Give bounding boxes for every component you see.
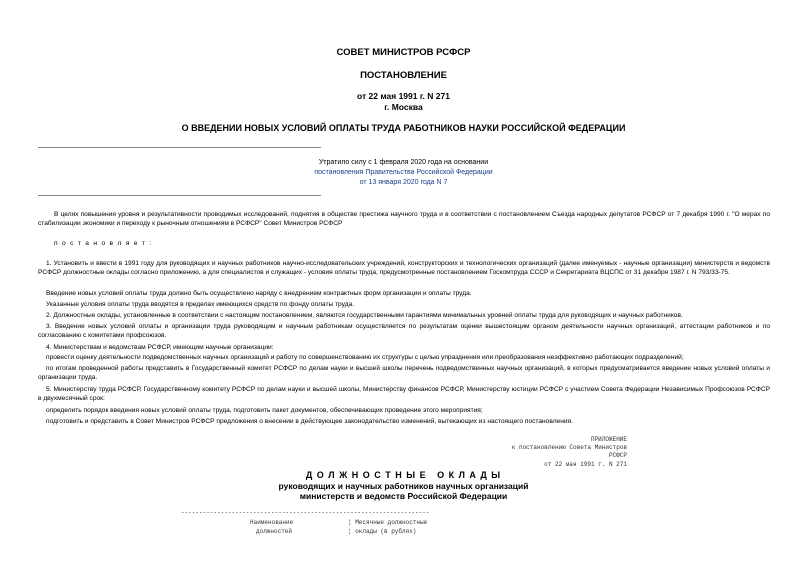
appendix-line: РСФСР <box>608 452 627 460</box>
paragraph-3: 3. Введение новых условий оплаты и организации труда руководящим и научным работникам осуществляется по результатам оценки вышестоящим органом деятельности научных организаций, аттестации работников и по согласованию с комитетами профсоюзов. <box>38 323 770 339</box>
doc-city: г. Москва <box>384 102 423 112</box>
salaries-title: Д О Л Ж Н О С Т Н Ы Е О К Л А Д Ы <box>305 470 502 480</box>
table-col2-header: ¦ оклады (в рублях) <box>348 528 417 535</box>
paragraph-4a: провести оценку деятельности подведомственных научных организаций и работу по совершенствованию их структуры с целью упразднения или преобразования неэффективно работающих подразделений; <box>46 354 684 361</box>
doc-title: О ВВЕДЕНИИ НОВЫХ УСЛОВИЙ ОПЛАТЫ ТРУДА РАБОТНИКОВ НАУКИ РОССИЙСКОЙ ФЕДЕРАЦИИ <box>181 123 626 133</box>
divider-bottom <box>38 195 321 196</box>
appendix-reference <box>480 436 627 469</box>
paragraph-4: 4. Министерствам и ведомствам РСФСР, имеющим научные организации: <box>46 344 274 351</box>
appendix-label: ПРИЛОЖЕНИЕ <box>590 436 627 443</box>
paragraph-4b: по итогам проведенной работы представить в Государственный комитет РСФСР по делам науки и высшей школы перечень подведомственных научных организаций, в которых предусматривается введение новых условий оплаты и организации труда. <box>38 365 770 381</box>
paragraph-1: 1. Установить и ввести в 1991 году для руководящих и научных работников научно-исследовательских учреждений, конструкторских и технологических организаций (далее именуемых - научные организации) министерств и ведомств РСФСР должностные оклады согласно приложению, а для специалистов и служащих - условия оплаты труда, предусмотренные постановлением Госкомтруда СССР и Секретариата ВЦСПС от 31 декабря 1987 г. N 793/33-75. <box>38 260 770 276</box>
doc-type: ПОСТАНОВЛЕНИЕ <box>360 70 447 81</box>
appendix-date: от 22 мая 1991 г. N 271 <box>544 460 627 468</box>
paragraph-1b: Указанные условия оплаты труда вводятся в пределах имеющихся средств по фонду оплаты труда. <box>46 301 355 308</box>
paragraph-5a: определить порядок введения новых условий оплаты труда, подготовить пакет документов, обеспечивающих проведение этого мероприятия; <box>46 407 483 414</box>
table-col1-header: Наименование <box>250 519 294 526</box>
divider-top <box>38 147 321 148</box>
paragraph-5: 5. Министерству труда РСФСР, Государственному комитету РСФСР по делам науки и высшей школы, Министерству финансов РСФСР, Министерству юстиции РСФСР с участием Совета Федерации Независимых Профсоюзов РСФСР в двухмесячный срок: <box>38 386 770 402</box>
status-note-link-decree[interactable]: постановления Правительства Российской Федерации <box>314 169 493 176</box>
salaries-subtitle-2: министерств и ведомств Российской Федерации <box>299 491 508 501</box>
table-col2-header: ¦ Месячные должностные <box>348 519 428 526</box>
paragraph-2: 2. Должностные оклады, установленные в соответствии с настоящим постановлением, являются государственными гарантиями минимальных уровней оплаты труда для руководящих и научных работников. <box>46 312 683 319</box>
paragraph-5b: подготовить и представить в Совет Министров РСФСР предложения о внесении в действующее законодательство изменений, вытекающих из настоящего постановления. <box>46 418 573 425</box>
doc-date-number: от 22 мая 1991 г. N 271 <box>357 91 450 101</box>
org-name: СОВЕТ МИНИСТРОВ РСФСР <box>336 47 471 58</box>
preamble-paragraph: В целях повышения уровня и результативности проводимых исследований, поднятия в обществе престижа научного труда и в соответствии с постановлением Съезда народных депутатов РСФСР от 7 декабря 1990 г. "О мерах по стабилизации экономики и переходу к рыночным отношениям в РСФСР" Совет Министров РСФСР <box>38 211 770 227</box>
table-rule: --------------------------------------------------------------------- <box>181 509 430 516</box>
table-col1-header: должностей <box>256 528 293 535</box>
salaries-subtitle-1: руководящих и научных работников научных организаций <box>278 481 529 491</box>
status-note-line: Утратило силу с 1 февраля 2020 года на основании <box>318 159 489 166</box>
appendix-line: к постановлению Совета Министров <box>511 444 627 452</box>
resolves-line: п о с т а н о в л я е т : <box>54 240 153 247</box>
status-note <box>160 158 647 188</box>
status-note-link-date[interactable]: от 13 января 2020 года N 7 <box>359 179 448 186</box>
paragraph-1a: Введение новых условий оплаты труда должно быть осуществлено наряду с внедрением контрактных форм организации и оплаты труда. <box>46 290 472 297</box>
